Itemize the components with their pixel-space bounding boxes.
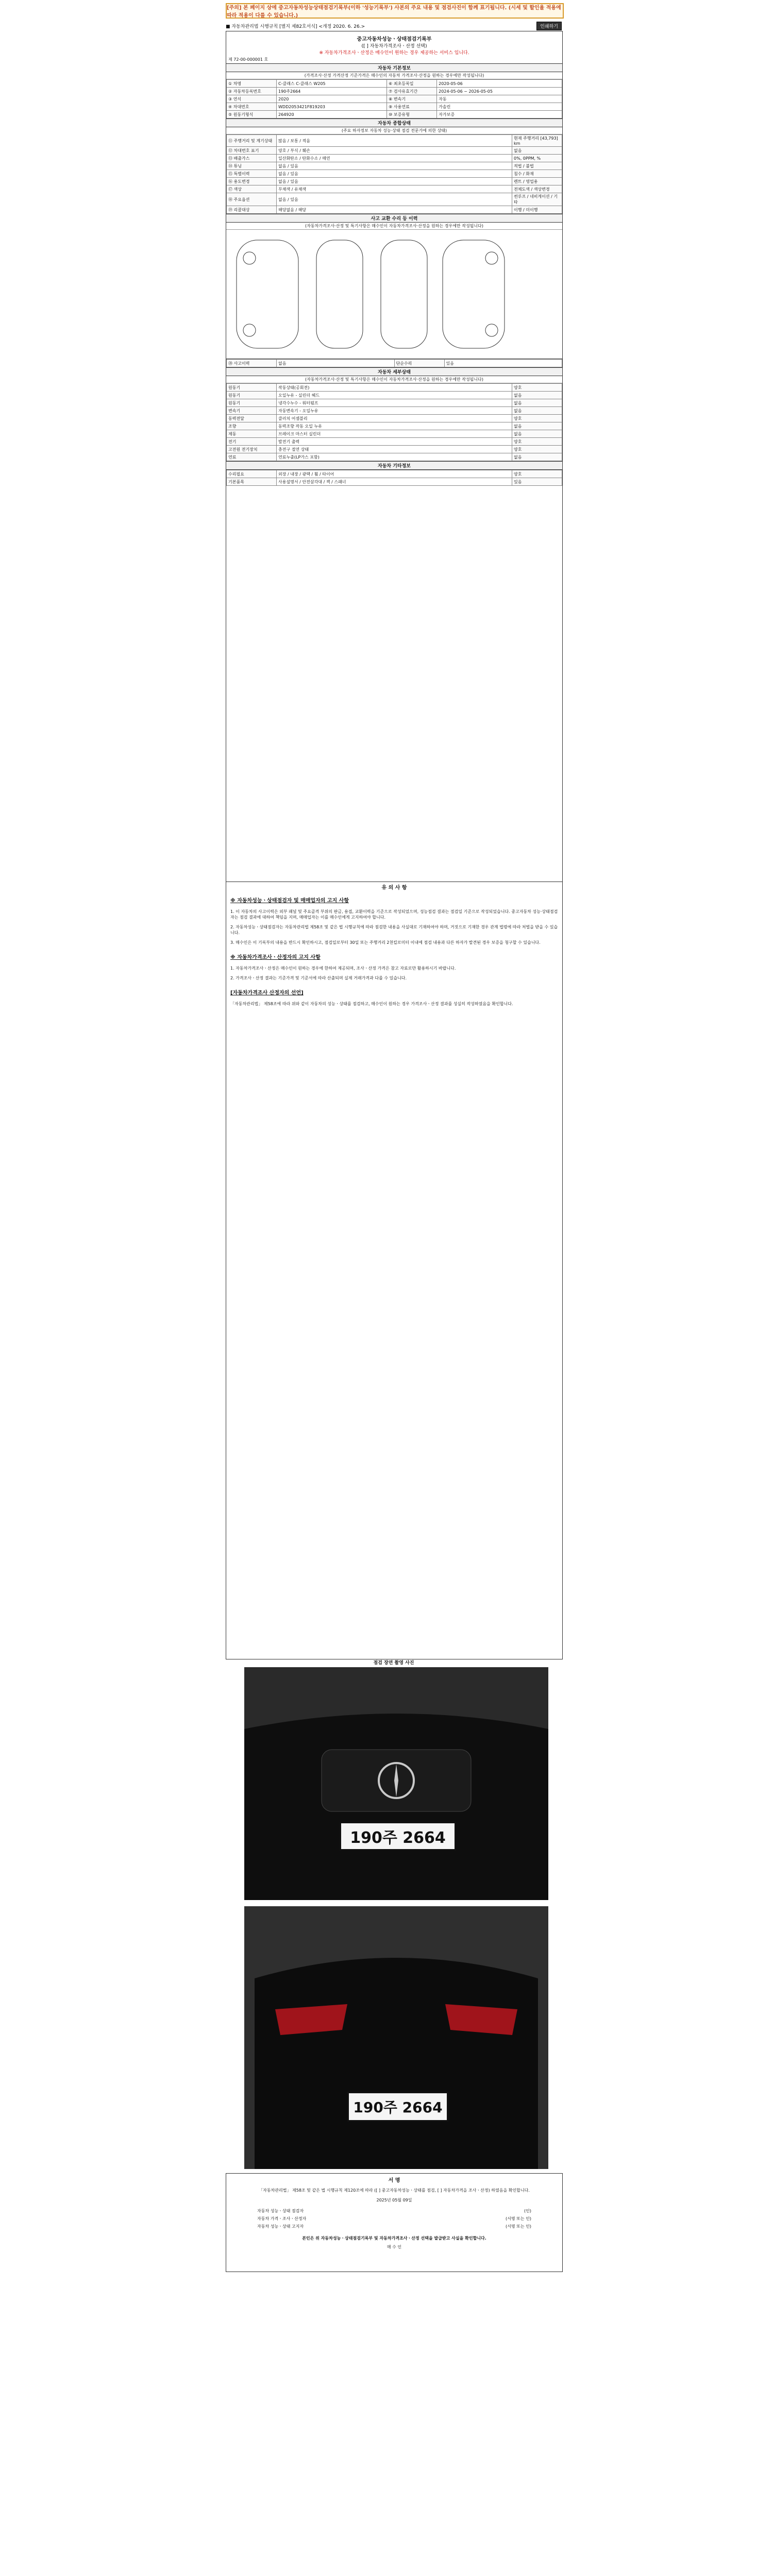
detail-cell: 충전구 절연 상태 bbox=[277, 446, 512, 453]
license-plate-rear: 190주 2664 bbox=[347, 2092, 448, 2122]
signature-value: (서명 또는 인) bbox=[506, 2216, 531, 2221]
basic-info-row bbox=[227, 95, 562, 103]
signature-statement: 「자동차관리법」 제58조 및 같은 법 시행규칙 제120조에 따라 ([ ] 중고자동차성능ㆍ상태를 점검, [ ] 자동차가격을 조사ㆍ산정) 하였음을 확인합니다. bbox=[259, 2188, 530, 2193]
signature-section bbox=[226, 2173, 563, 2272]
wheel-rl bbox=[243, 324, 256, 336]
rear-photo-drawing bbox=[244, 1906, 548, 2169]
status-cell: ⑬ 배출가스 bbox=[227, 155, 277, 162]
basic-info-row bbox=[227, 80, 562, 88]
detail-cell: 양호 bbox=[512, 438, 562, 446]
other-cell: 사용설명서 / 안전삼각대 / 잭 / 스패너 bbox=[277, 478, 512, 486]
other-cell: 있음 bbox=[512, 478, 562, 486]
status-cell: 현재 주행거리 [43,793] km bbox=[512, 135, 562, 147]
detail-cell: 제동 bbox=[227, 430, 277, 438]
detail-cell: 양호 bbox=[512, 446, 562, 453]
wheel-fr bbox=[485, 252, 498, 264]
basic-info-cell: ⑨ 사용연료 bbox=[387, 103, 437, 111]
detail-row bbox=[227, 430, 562, 438]
section-accident-note: (자동차가격조사·산정 및 특기사항은 매수인이 자동차가격조사·산정을 원하는 경우에만 작성됩니다) bbox=[226, 223, 562, 230]
detail-cell: 양호 bbox=[512, 384, 562, 392]
status-cell: 없음 / 있음 bbox=[277, 178, 512, 185]
section-other: 자동차 기타정보 bbox=[226, 461, 562, 470]
basic-info-row bbox=[227, 111, 562, 118]
notice-para: 「자동차관리법」 제58조에 따라 위와 같이 자동차의 성능ㆍ상태를 점검하고, 매수인이 원하는 경우 가격조사ㆍ산정 결과를 성실히 작성하였음을 확인합니다. bbox=[230, 1002, 513, 1006]
notice-sec1: ※ 자동차성능ㆍ상태점검자 및 매매업자의 고지 사항 bbox=[230, 898, 349, 904]
basic-info-cell: ① 차명 bbox=[227, 80, 277, 88]
status-row bbox=[227, 162, 562, 170]
form-reference: ■ 자동차관리법 시행규칙 [별지 제82호서식] <개정 2020. 6. 26.> bbox=[226, 24, 365, 29]
signature-date: 2025년 05월 09일 bbox=[376, 2198, 412, 2202]
car-top-front bbox=[316, 240, 363, 348]
detail-row bbox=[227, 407, 562, 415]
basic-info-cell: C-클래스 C-클래스 W205 bbox=[277, 80, 387, 88]
detail-row bbox=[227, 399, 562, 407]
basic-info-cell: ③ 연식 bbox=[227, 95, 277, 103]
front-photo-drawing bbox=[244, 1667, 548, 1900]
status-row bbox=[227, 155, 562, 162]
status-row bbox=[227, 193, 562, 206]
status-cell: ⑱ 주요옵션 bbox=[227, 193, 277, 206]
basic-info-cell: ④ 차대번호 bbox=[227, 103, 277, 111]
car-top-rear bbox=[381, 240, 427, 348]
other-table bbox=[226, 470, 562, 486]
detail-cell: 조향 bbox=[227, 422, 277, 430]
status-cell: ⑮ 특별이력 bbox=[227, 170, 277, 178]
basic-info-cell: ② 자동차등록번호 bbox=[227, 88, 277, 95]
detail-cell: 발전기 출력 bbox=[277, 438, 512, 446]
status-cell: 일산화탄소 / 탄화수소 / 매연 bbox=[277, 155, 512, 162]
status-cell: 없음 / 있음 bbox=[277, 162, 512, 170]
basic-info-cell: ⑩ 보증유형 bbox=[387, 111, 437, 118]
front-photo bbox=[244, 1667, 548, 1900]
sheet-title: 중고자동차성능ㆍ상태점검기록부 bbox=[357, 37, 432, 42]
basic-info-cell: ⑧ 변속기 bbox=[387, 95, 437, 103]
status-cell: 0%, 0PPM, % bbox=[512, 155, 562, 162]
detail-cell: 동력조향 작동 오일 누유 bbox=[277, 422, 512, 430]
buyer-label: 매 수 인 bbox=[386, 2245, 402, 2249]
basic-info-cell: 자동 bbox=[437, 95, 562, 103]
status-row bbox=[227, 135, 562, 147]
detail-cell: 고전원 전기장치 bbox=[227, 446, 277, 453]
accident-table bbox=[226, 359, 562, 367]
detail-row bbox=[227, 415, 562, 422]
notice-para: 2. 자동차성능ㆍ상태점검자는 자동차관리법 제58조 및 같은 법 시행규칙에 따라 점검한 내용을 사실대로 기재하여야 하며, 거짓으로 기재한 경우 관계 법령에 따라 처벌을 받을 수 있습니다. bbox=[230, 925, 558, 935]
detail-row bbox=[227, 422, 562, 430]
section-status-note: (주요 하자정보 자동차 성능·상태 점검 전문가에 의한 상태) bbox=[226, 127, 562, 134]
other-row bbox=[227, 470, 562, 478]
other-cell: 외장 / 내장 / 광택 / 휠 / 타이어 bbox=[277, 470, 512, 478]
signature-label: 자동차 성능ㆍ상태 점검자 bbox=[257, 2209, 304, 2213]
detail-cell: 연료누출(LP가스 포함) bbox=[277, 453, 512, 461]
detail-row bbox=[227, 453, 562, 461]
notice-sec2: ※ 자동차가격조사ㆍ산정자의 고지 사항 bbox=[230, 955, 321, 960]
detail-cell: 전기 bbox=[227, 438, 277, 446]
detail-cell: 양호 bbox=[512, 415, 562, 422]
detail-cell: 클러치 어셈블리 bbox=[277, 415, 512, 422]
section-detail-note: (자동차가격조사·산정 및 특기사항은 매수인이 자동차가격조사·산정을 원하는 경우에만 작성됩니다) bbox=[226, 376, 562, 383]
status-cell: 없음 / 있음 bbox=[277, 193, 512, 206]
status-cell: 이행 / 미이행 bbox=[512, 206, 562, 214]
status-table bbox=[226, 134, 562, 214]
other-cell: 기본품목 bbox=[227, 478, 277, 486]
detail-row bbox=[227, 438, 562, 446]
notice-section bbox=[226, 881, 563, 1659]
accident-label: ⑳ 사고이력 bbox=[227, 360, 277, 367]
detail-cell: 없음 bbox=[512, 453, 562, 461]
wheel-rr bbox=[485, 324, 498, 336]
basic-info-cell: ⑤ 원동기형식 bbox=[227, 111, 277, 118]
basic-info-cell: 264920 bbox=[277, 111, 387, 118]
notice-para: 1. 이 자동차의 사고이력은 외부 패널 및 주요골격 부위의 판금, 용접, 교환이력을 기준으로 작성되었으며, 성능점검 결과는 점검일 기준으로 작성되었습니다. 중고자동차 성능·상태점검자는 점검 결과에 대하여 책임을 지며, 매매업자는 이를 매수인에게 고지하여야 합니다. bbox=[230, 909, 558, 920]
photo-heading: 점검 장면 촬영 사진 bbox=[373, 1660, 414, 1666]
basic-info-cell: 2020-05-06 bbox=[437, 80, 562, 88]
signature-label: 자동차 가격ㆍ조사ㆍ산정자 bbox=[257, 2216, 307, 2221]
detail-row bbox=[227, 384, 562, 392]
license-plate-front: 190주 2664 bbox=[340, 1822, 456, 1851]
basic-info-cell: 가솔린 bbox=[437, 103, 562, 111]
car-diagram-svg bbox=[226, 230, 561, 359]
status-cell: 없음 / 있음 bbox=[277, 170, 512, 178]
status-cell: 해당없음 / 해당 bbox=[277, 206, 512, 214]
basic-info-cell: 2020 bbox=[277, 95, 387, 103]
status-cell: 많음 / 보통 / 적음 bbox=[277, 135, 512, 147]
signature-row bbox=[226, 2215, 562, 2223]
sheet-note: ※ 자동차가격조사ㆍ산정은 매수인이 원하는 경우 제공하는 서비스 입니다. bbox=[319, 50, 469, 56]
status-cell: ⑪ 주행거리 및 계기상태 bbox=[227, 135, 277, 147]
section-accident: 사고 교환 수리 등 이력 bbox=[226, 214, 562, 223]
basic-info-cell: 2024-05-06 ~ 2026-05-05 bbox=[437, 88, 562, 95]
section-detail: 자동차 세부상태 bbox=[226, 367, 562, 376]
basic-info-cell: WDD2053421F819203 bbox=[277, 103, 387, 111]
detail-cell: 브레이크 마스터 실린더 bbox=[277, 430, 512, 438]
detail-cell: 없음 bbox=[512, 399, 562, 407]
signature-bottom: 본인은 위 자동차성능ㆍ상태점검기록부 및 자동차가격조사ㆍ산정 선택을 발급받고 사실을 확인합니다. bbox=[302, 2236, 486, 2241]
status-cell: ⑭ 튜닝 bbox=[227, 162, 277, 170]
status-cell: 없음 bbox=[512, 147, 562, 155]
inspection-sheet bbox=[226, 31, 563, 882]
status-cell: 썬루프 / 네비게이션 / 기타 bbox=[512, 193, 562, 206]
status-row bbox=[227, 147, 562, 155]
detail-table bbox=[226, 383, 562, 461]
simple-repair-label: 단순수리 bbox=[394, 360, 444, 367]
status-row bbox=[227, 206, 562, 214]
detail-cell: 연료 bbox=[227, 453, 277, 461]
status-row bbox=[227, 185, 562, 193]
detail-cell: 원동기 bbox=[227, 399, 277, 407]
detail-cell: 없음 bbox=[512, 392, 562, 399]
status-cell: 침수 / 화재 bbox=[512, 170, 562, 178]
basic-info-row bbox=[227, 103, 562, 111]
section-status: 자동차 종합상태 bbox=[226, 118, 562, 127]
detail-cell: 동력전달 bbox=[227, 415, 277, 422]
status-cell: ⑰ 색상 bbox=[227, 185, 277, 193]
status-cell: ⑫ 차대번호 표기 bbox=[227, 147, 277, 155]
detail-cell: 없음 bbox=[512, 407, 562, 415]
signature-title: 서 명 bbox=[388, 2178, 400, 2183]
basic-info-cell: 자가보증 bbox=[437, 111, 562, 118]
status-cell: ⑲ 리콜대상 bbox=[227, 206, 277, 214]
signature-label: 자동차 성능ㆍ상태 고지자 bbox=[257, 2224, 304, 2229]
detail-cell: 변속기 bbox=[227, 407, 277, 415]
accident-value: 없음 bbox=[277, 360, 395, 367]
section-basic-info: 자동차 기본정보 bbox=[226, 63, 562, 72]
signature-value: (서명 또는 인) bbox=[506, 2224, 531, 2229]
other-cell: 수리필요 bbox=[227, 470, 277, 478]
detail-cell: 없음 bbox=[512, 422, 562, 430]
detail-cell: 냉각수누수 - 워터펌프 bbox=[277, 399, 512, 407]
detail-row bbox=[227, 446, 562, 453]
detail-cell: 작동상태(공회전) bbox=[277, 384, 512, 392]
form-header bbox=[226, 22, 562, 30]
status-cell: 렌트 / 영업용 bbox=[512, 178, 562, 185]
rear-photo bbox=[244, 1906, 548, 2169]
detail-cell: 오일누유 - 실린더 헤드 bbox=[277, 392, 512, 399]
status-cell: ⑯ 용도변경 bbox=[227, 178, 277, 185]
signature-value: (인) bbox=[524, 2209, 531, 2213]
notice-para: 3. 매수인은 이 기록부의 내용을 반드시 확인하시고, 점검일로부터 30일 또는 주행거리 2천킬로미터 이내에 점검 내용과 다른 하자가 발견된 경우 보증을 청구할 수 있습니다. bbox=[230, 940, 541, 945]
status-row bbox=[227, 170, 562, 178]
notice-sec3: [자동차가격조사 산정자의 선언] bbox=[230, 990, 304, 996]
car-diagram bbox=[226, 230, 562, 359]
sheet-subtitle: ([ ] 자동차가격조사ㆍ산정 선택) bbox=[361, 44, 427, 49]
print-button[interactable]: 인쇄하기 bbox=[536, 22, 562, 30]
detail-cell: 원동기 bbox=[227, 384, 277, 392]
sheet-number: 제 72-00-000001 호 bbox=[228, 57, 268, 62]
detail-row bbox=[227, 392, 562, 399]
detail-cell: 자동변속기 - 오일누유 bbox=[277, 407, 512, 415]
signature-row bbox=[226, 2223, 562, 2230]
signature-row bbox=[226, 2207, 562, 2215]
basic-info-row bbox=[227, 88, 562, 95]
wheel-fl bbox=[243, 252, 256, 264]
simple-repair-value: 있음 bbox=[444, 360, 562, 367]
notice-para: 1. 자동차가격조사ㆍ산정은 매수인이 원하는 경우에 한하여 제공되며, 조사ㆍ산정 가격은 참고 자료로만 활용하시기 바랍니다. bbox=[230, 966, 456, 971]
basic-info-cell: 190주2664 bbox=[277, 88, 387, 95]
status-cell: 양호 / 부식 / 훼손 bbox=[277, 147, 512, 155]
car-right-side bbox=[443, 240, 505, 348]
detail-cell: 원동기 bbox=[227, 392, 277, 399]
car-left-side bbox=[237, 240, 298, 348]
other-cell: 양호 bbox=[512, 470, 562, 478]
basic-info-cell: ⑥ 최초등록일 bbox=[387, 80, 437, 88]
status-cell: 전체도색 / 색상변경 bbox=[512, 185, 562, 193]
detail-cell: 없음 bbox=[512, 430, 562, 438]
basic-info-table bbox=[226, 79, 562, 118]
notice-para: 2. 가격조사ㆍ산정 결과는 기준가격 및 기준서에 따라 산출되며 실제 거래가격과 다를 수 있습니다. bbox=[230, 976, 407, 980]
status-row bbox=[227, 178, 562, 185]
notice-banner: [주의] 본 페이지 상에 중고자동차성능상태점검기록부(이하 '성능기록부') 사본의 주요 내용 및 점검사진이 함께 표기됩니다. (시세 및 할인율 적용에 따라 적용이 다를 수 있습니다.) bbox=[226, 3, 564, 19]
section-basic-note: (가격조사·산정 가격산정 기준가격은 매수인의 자동차 가격조사·산정을 원하는 경우에만 작성됩니다) bbox=[226, 72, 562, 79]
status-cell: 무채색 / 유채색 bbox=[277, 185, 512, 193]
other-row bbox=[227, 478, 562, 486]
notice-title: 유 의 사 항 bbox=[381, 885, 407, 891]
basic-info-cell: ⑦ 검사유효기간 bbox=[387, 88, 437, 95]
status-cell: 적법 / 불법 bbox=[512, 162, 562, 170]
